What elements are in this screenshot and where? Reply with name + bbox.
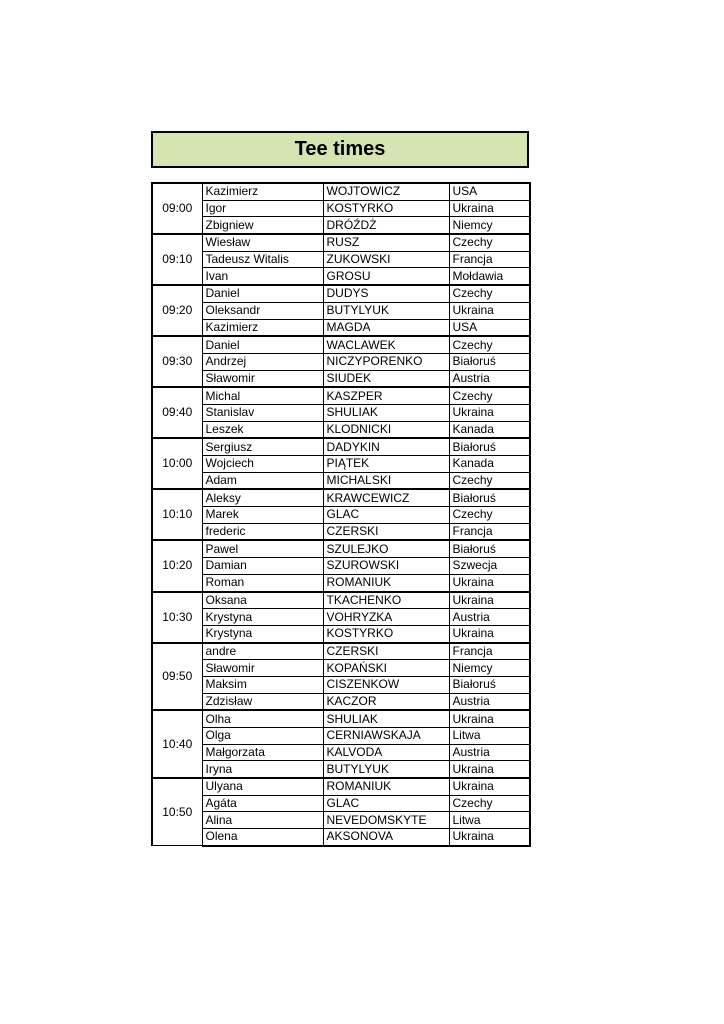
table-row [152, 472, 530, 489]
country-cell: Białoruś [449, 353, 530, 370]
country-cell: Białoruś [449, 489, 530, 506]
last-name-cell: WACLAWEK [323, 336, 449, 353]
last-name-cell: KALVODA [323, 744, 449, 761]
country-cell: USA [449, 183, 530, 200]
first-name-cell: Krystyna [202, 609, 323, 626]
country-cell: Ukraina [449, 592, 530, 609]
first-name-cell: Ivan [202, 268, 323, 285]
country-cell: Ukraina [449, 778, 530, 795]
table-row [152, 540, 530, 557]
last-name-cell: CERNIAWSKAJA [323, 728, 449, 745]
tee-time: 09:10 [152, 234, 202, 285]
last-name-cell: KRAWCEWICZ [323, 489, 449, 506]
first-name-cell: Wiesław [202, 234, 323, 251]
first-name-cell: Damian [202, 558, 323, 575]
tee-time: 10:40 [152, 710, 202, 778]
table-row [152, 438, 530, 455]
country-cell: Litwa [449, 728, 530, 745]
first-name-cell: Ulyana [202, 778, 323, 795]
country-cell: Francja [449, 523, 530, 540]
country-cell: Białoruś [449, 676, 530, 693]
table-row [152, 761, 530, 778]
first-name-cell: Andrzej [202, 353, 323, 370]
last-name-cell: SIUDEK [323, 370, 449, 387]
tee-time: 10:50 [152, 778, 202, 846]
first-name-cell: Olga [202, 728, 323, 745]
first-name-cell: Alina [202, 812, 323, 829]
country-cell: Austria [449, 744, 530, 761]
country-cell: USA [449, 319, 530, 336]
first-name-cell: Kazimierz [202, 319, 323, 336]
table-row [152, 693, 530, 710]
first-name-cell: Zbigniew [202, 217, 323, 234]
table-row [152, 728, 530, 745]
country-cell: Ukraina [449, 302, 530, 319]
country-cell: Kanada [449, 456, 530, 473]
last-name-cell: KASZPER [323, 387, 449, 404]
first-name-cell: Sławomir [202, 370, 323, 387]
last-name-cell: CISZENKOW [323, 676, 449, 693]
last-name-cell: GLAC [323, 507, 449, 524]
tee-time: 10:10 [152, 489, 202, 540]
country-cell: Austria [449, 370, 530, 387]
first-name-cell: Iryna [202, 761, 323, 778]
tee-time: 09:20 [152, 285, 202, 336]
last-name-cell: SZUROWSKI [323, 558, 449, 575]
last-name-cell: GROSU [323, 268, 449, 285]
first-name-cell: frederic [202, 523, 323, 540]
last-name-cell: RUSZ [323, 234, 449, 251]
first-name-cell: Adam [202, 472, 323, 489]
tee-times-body [152, 183, 530, 846]
first-name-cell: Zdzisław [202, 693, 323, 710]
first-name-cell: Daniel [202, 336, 323, 353]
first-name-cell: Agáta [202, 795, 323, 812]
last-name-cell: SHULIAK [323, 404, 449, 421]
table-row [152, 643, 530, 660]
last-name-cell: DRÓŹDŻ [323, 217, 449, 234]
table-row [152, 676, 530, 693]
last-name-cell: NEVEDOMSKYTE [323, 812, 449, 829]
country-cell: Austria [449, 693, 530, 710]
last-name-cell: NICZYPORENKO [323, 353, 449, 370]
last-name-cell: ROMANIUK [323, 574, 449, 591]
last-name-cell: KOSTYRKO [323, 625, 449, 642]
country-cell: Czechy [449, 795, 530, 812]
country-cell: Ukraina [449, 200, 530, 217]
first-name-cell: andre [202, 643, 323, 660]
table-row [152, 387, 530, 404]
last-name-cell: KLODNICKI [323, 421, 449, 438]
table-row [152, 523, 530, 540]
country-cell: Ukraina [449, 761, 530, 778]
table-row [152, 319, 530, 336]
last-name-cell: VOHRYZKA [323, 609, 449, 626]
table-row [152, 812, 530, 829]
table-row [152, 795, 530, 812]
tee-time: 09:50 [152, 643, 202, 711]
table-row [152, 200, 530, 217]
country-cell: Czechy [449, 472, 530, 489]
table-row [152, 660, 530, 677]
table-row [152, 574, 530, 591]
country-cell: Czechy [449, 336, 530, 353]
country-cell: Białoruś [449, 540, 530, 557]
country-cell: Szwecja [449, 558, 530, 575]
table-row [152, 456, 530, 473]
first-name-cell: Leszek [202, 421, 323, 438]
tee-time: 09:40 [152, 387, 202, 438]
last-name-cell: CZERSKI [323, 643, 449, 660]
last-name-cell: DUDYS [323, 285, 449, 302]
country-cell: Niemcy [449, 660, 530, 677]
table-row [152, 353, 530, 370]
last-name-cell: MICHALSKI [323, 472, 449, 489]
table-row [152, 251, 530, 268]
first-name-cell: Daniel [202, 285, 323, 302]
last-name-cell: MAGDA [323, 319, 449, 336]
country-cell: Czechy [449, 507, 530, 524]
first-name-cell: Tadeusz Witalis [202, 251, 323, 268]
country-cell: Ukraina [449, 404, 530, 421]
first-name-cell: Igor [202, 200, 323, 217]
table-row [152, 744, 530, 761]
tee-times-table [151, 182, 531, 847]
table-row [152, 489, 530, 506]
tee-time: 09:00 [152, 183, 202, 234]
first-name-cell: Pawel [202, 540, 323, 557]
table-row [152, 268, 530, 285]
last-name-cell: DADYKIN [323, 438, 449, 455]
first-name-cell: Stanislav [202, 404, 323, 421]
last-name-cell: TKACHENKO [323, 592, 449, 609]
last-name-cell: ZUKOWSKI [323, 251, 449, 268]
last-name-cell: PIĄTEK [323, 456, 449, 473]
country-cell: Czechy [449, 234, 530, 251]
first-name-cell: Sławomir [202, 660, 323, 677]
first-name-cell: Sergiusz [202, 438, 323, 455]
tee-time: 09:30 [152, 336, 202, 387]
country-cell: Ukraina [449, 829, 530, 846]
last-name-cell: KOPAŃSKI [323, 660, 449, 677]
country-cell: Czechy [449, 387, 530, 404]
table-row [152, 302, 530, 319]
table-row [152, 625, 530, 642]
country-cell: Ukraina [449, 574, 530, 591]
last-name-cell: WOJTOWICZ [323, 183, 449, 200]
last-name-cell: SHULIAK [323, 710, 449, 727]
country-cell: Litwa [449, 812, 530, 829]
table-row [152, 778, 530, 795]
first-name-cell: Krystyna [202, 625, 323, 642]
last-name-cell: BUTYLYUK [323, 761, 449, 778]
table-row [152, 370, 530, 387]
first-name-cell: Olha [202, 710, 323, 727]
country-cell: Ukraina [449, 710, 530, 727]
tee-time: 10:20 [152, 540, 202, 591]
table-row [152, 829, 530, 846]
country-cell: Francja [449, 643, 530, 660]
tee-time: 10:00 [152, 438, 202, 489]
last-name-cell: ROMANIUK [323, 778, 449, 795]
country-cell: Kanada [449, 421, 530, 438]
country-cell: Austria [449, 609, 530, 626]
table-row [152, 592, 530, 609]
country-cell: Niemcy [449, 217, 530, 234]
table-row [152, 421, 530, 438]
table-row [152, 183, 530, 200]
last-name-cell: BUTYLYUK [323, 302, 449, 319]
table-row [152, 285, 530, 302]
table-row [152, 558, 530, 575]
first-name-cell: Aleksy [202, 489, 323, 506]
last-name-cell: GLAC [323, 795, 449, 812]
first-name-cell: Małgorzata [202, 744, 323, 761]
country-cell: Ukraina [449, 625, 530, 642]
table-row [152, 609, 530, 626]
country-cell: Mołdawia [449, 268, 530, 285]
table-row [152, 336, 530, 353]
country-cell: Francja [449, 251, 530, 268]
first-name-cell: Wojciech [202, 456, 323, 473]
first-name-cell: Kazimierz [202, 183, 323, 200]
table-row [152, 710, 530, 727]
last-name-cell: KACZOR [323, 693, 449, 710]
table-row [152, 234, 530, 251]
country-cell: Czechy [449, 285, 530, 302]
country-cell: Białoruś [449, 438, 530, 455]
page-title: Tee times [151, 131, 529, 168]
first-name-cell: Roman [202, 574, 323, 591]
first-name-cell: Michal [202, 387, 323, 404]
first-name-cell: Maksim [202, 676, 323, 693]
first-name-cell: Oksana [202, 592, 323, 609]
first-name-cell: Olena [202, 829, 323, 846]
tee-time: 10:30 [152, 592, 202, 643]
table-row [152, 217, 530, 234]
last-name-cell: CZERSKI [323, 523, 449, 540]
last-name-cell: SZULEJKO [323, 540, 449, 557]
first-name-cell: Marek [202, 507, 323, 524]
first-name-cell: Oleksandr [202, 302, 323, 319]
last-name-cell: AKSONOVA [323, 829, 449, 846]
last-name-cell: KOSTYRKO [323, 200, 449, 217]
table-row [152, 404, 530, 421]
table-row [152, 507, 530, 524]
